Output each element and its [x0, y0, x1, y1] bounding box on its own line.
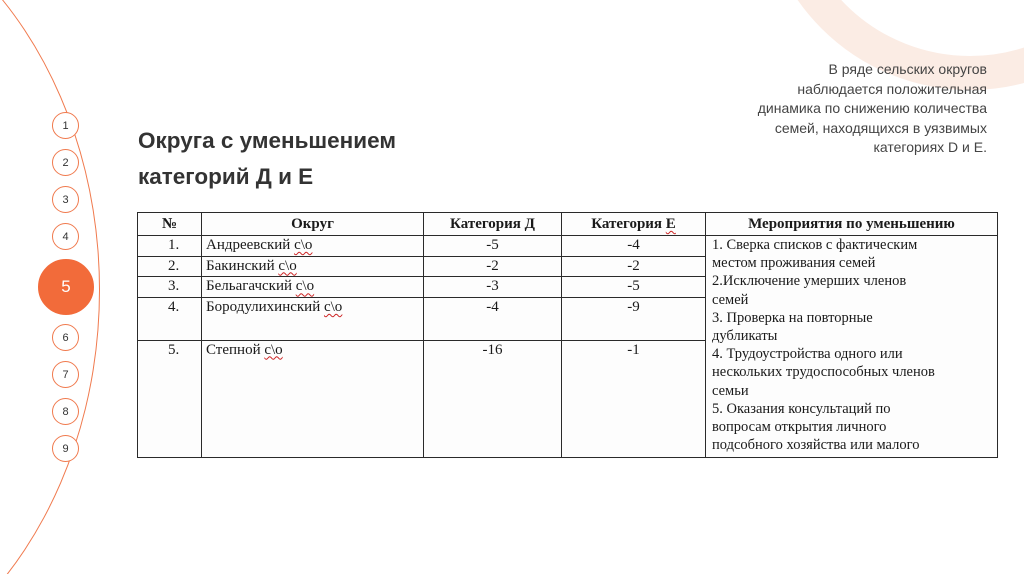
row-category-e: -1	[562, 340, 706, 457]
header-category-d-prefix: Категория	[450, 216, 525, 232]
row-num: 5.	[138, 340, 202, 457]
header-category-e-letter: Е	[665, 216, 676, 232]
table-row	[138, 236, 998, 257]
row-district	[202, 298, 424, 341]
measure-line: семьи	[712, 382, 749, 399]
district-name: Бородулихинский	[206, 299, 321, 316]
measures-cell	[706, 236, 998, 458]
nav-item-3[interactable]: 3	[52, 186, 79, 213]
measure-line: дубликаты	[712, 328, 778, 345]
row-district	[202, 340, 424, 457]
district-name: Степной	[206, 341, 261, 358]
header-measures: Мероприятия по уменьшению	[706, 213, 998, 236]
header-num: №	[138, 213, 202, 236]
note-line: категориях D и Е.	[873, 139, 987, 156]
district-name: Бельагачский	[206, 278, 293, 295]
nav-item-8[interactable]: 8	[52, 398, 79, 425]
row-district	[202, 256, 424, 277]
header-category-e-prefix: Категория	[591, 216, 666, 232]
row-num: 1.	[138, 236, 202, 257]
measure-line: местом проживания семей	[712, 255, 876, 272]
header-category-e	[562, 213, 706, 236]
note-line: В ряде сельских округов	[828, 61, 987, 77]
district-suffix: с\о	[295, 278, 315, 295]
header-district: Округ	[202, 213, 424, 236]
nav-item-7[interactable]: 7	[52, 361, 79, 388]
title-line-2: категорий Д и Е	[138, 164, 314, 189]
nav-item-2[interactable]: 2	[52, 149, 79, 176]
measure-line: 1. Сверка списков с фактическим	[712, 237, 918, 253]
page-title	[138, 123, 396, 195]
note-line: наблюдается положительная	[797, 80, 987, 97]
measure-line: нескольких трудоспособных членов	[712, 364, 935, 381]
row-district	[202, 236, 424, 257]
row-num: 4.	[138, 298, 202, 341]
measure-line: вопросам открытия личного	[712, 419, 887, 436]
district-suffix: с\о	[294, 237, 313, 253]
measure-line: 3. Проверка на повторные	[712, 309, 873, 326]
row-num: 3.	[138, 277, 202, 298]
districts-table	[137, 212, 998, 458]
nav-item-5-active[interactable]: 5	[38, 259, 94, 315]
row-category-d: -16	[424, 340, 562, 457]
row-category-d: -2	[424, 256, 562, 277]
row-category-e: -5	[562, 277, 706, 298]
measure-line: 5. Оказания консультаций по	[712, 400, 891, 417]
note-line: динамика по снижению количества	[757, 100, 987, 117]
row-category-e: -9	[562, 298, 706, 341]
row-category-d: -4	[424, 298, 562, 341]
measure-line: 4. Трудоустройства одного или	[712, 346, 903, 363]
row-category-d: -5	[424, 236, 562, 257]
district-suffix: с\о	[323, 299, 343, 316]
row-category-e: -4	[562, 236, 706, 257]
summary-note	[657, 60, 987, 158]
district-name: Андреевский	[206, 237, 291, 253]
nav-item-6[interactable]: 6	[52, 324, 79, 351]
nav-item-4[interactable]: 4	[52, 223, 79, 250]
title-line-1: Округа с уменьшением	[138, 128, 396, 153]
row-num: 2.	[138, 256, 202, 277]
district-name: Бакинский	[206, 257, 275, 274]
measure-line: подсобного хозяйства или малого	[712, 437, 920, 454]
measure-line: семей	[712, 291, 749, 308]
header-category-d	[424, 213, 562, 236]
row-category-d: -3	[424, 277, 562, 298]
nav-item-9[interactable]: 9	[52, 435, 79, 462]
note-line: семей, находящихся в уязвимых	[774, 119, 987, 136]
table-header-row	[138, 213, 998, 236]
scanned-table-image	[137, 212, 999, 459]
nav-item-1[interactable]: 1	[52, 112, 79, 139]
row-category-e: -2	[562, 256, 706, 277]
row-district	[202, 277, 424, 298]
header-category-d-letter: Д	[524, 216, 535, 232]
district-suffix: с\о	[278, 257, 297, 274]
measure-line: 2.Исключение умерших членов	[712, 273, 907, 290]
district-suffix: с\о	[264, 341, 283, 358]
